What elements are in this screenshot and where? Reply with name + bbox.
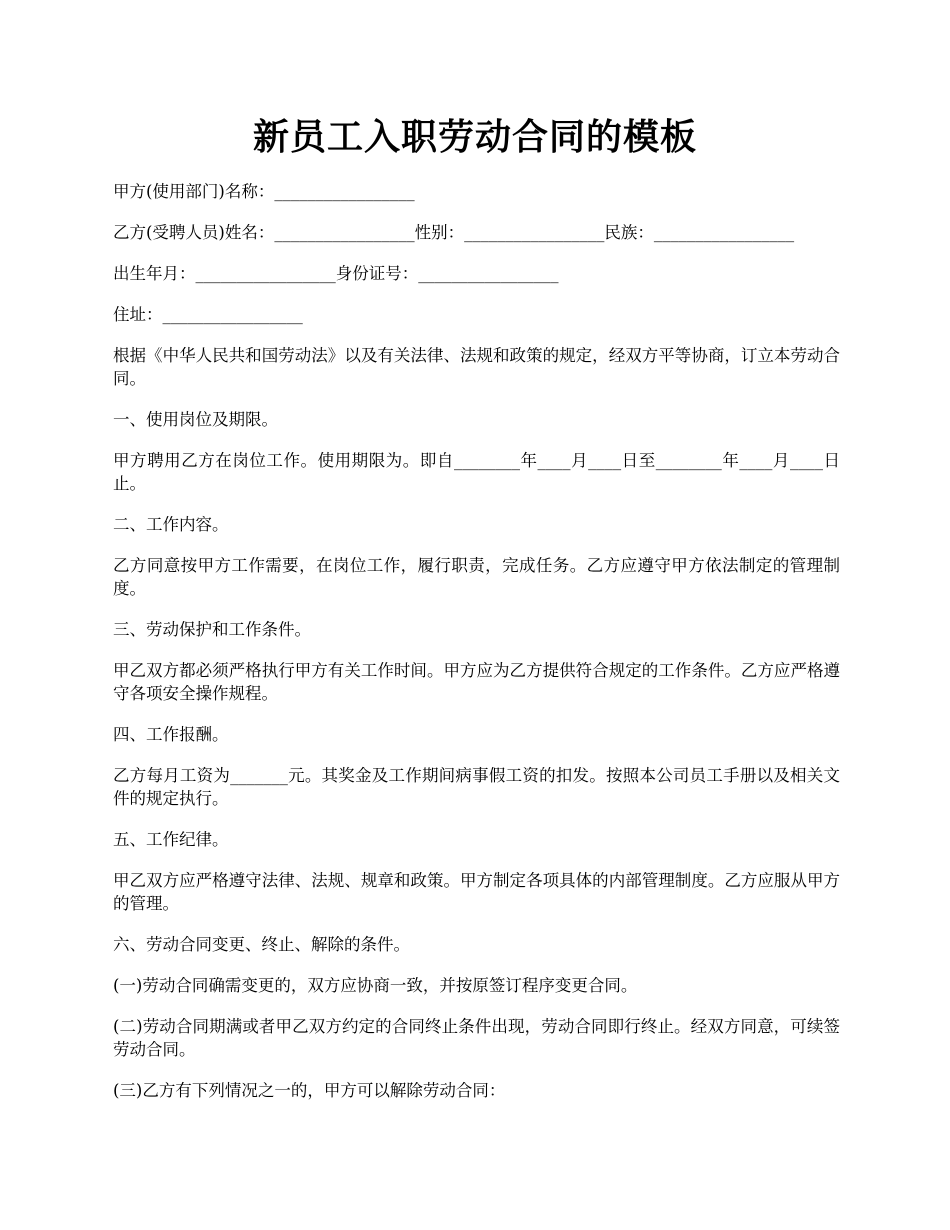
section-heading: 二、工作内容。: [113, 515, 229, 534]
section-heading: 四、工作报酬。: [113, 725, 229, 744]
section-heading: 六、劳动合同变更、终止、解除的条件。: [113, 935, 410, 954]
preamble-paragraph: 根据《中华人民共和国劳动法》以及有关法律、法规和政策的规定，经双方平等协商，订立本劳动合同。: [113, 346, 840, 388]
section-paragraph: 乙方同意按甲方工作需要，在岗位工作，履行职责，完成任务。乙方应遵守甲方依法制定的管理制度。: [113, 556, 840, 598]
section-paragraph: 乙方每月工资为_______元。其奖金及工作期间病事假工资的扣发。按照本公司员工手册以及相关文件的规定执行。: [113, 766, 840, 808]
section-heading: 一、使用岗位及期限。: [113, 410, 278, 429]
clause-paragraph: (一)劳动合同确需变更的，双方应协商一致，并按原签订程序变更合同。: [113, 976, 638, 995]
section-heading: 五、工作纪律。: [113, 830, 229, 849]
section-paragraph: 甲乙双方应严格遵守法律、法规、规章和政策。甲方制定各项具体的内部管理制度。乙方应服从甲方的管理。: [113, 871, 840, 913]
clause-paragraph: (三)乙方有下列情况之一的，甲方可以解除劳动合同：: [113, 1081, 506, 1100]
section-paragraph: 甲乙双方都必须严格执行甲方有关工作时间。甲方应为乙方提供符合规定的工作条件。乙方应严格遵守各项安全操作规程。: [113, 661, 840, 703]
clause-paragraph: (二)劳动合同期满或者甲乙双方约定的合同终止条件出现，劳动合同即行终止。经双方同意，可续签劳动合同。: [113, 1017, 840, 1059]
document-body: [113, 180, 840, 1120]
party-a-name-line: 甲方(使用部门)名称：_________________: [113, 182, 415, 201]
section-heading: 三、劳动保护和工作条件。: [113, 620, 311, 639]
document-title: 新员工入职劳动合同的模板: [252, 116, 697, 158]
birth-id-line: 出生年月：_________________身份证号：_________________: [113, 264, 559, 283]
section-paragraph: 甲方聘用乙方在岗位工作。使用期限为。即自________年____月____日至________年____月____日止。: [113, 451, 840, 493]
party-b-info-line: 乙方(受聘人员)姓名：_________________性别：_________________民族：_________________: [113, 223, 795, 242]
address-line: 住址：_________________: [113, 305, 303, 324]
